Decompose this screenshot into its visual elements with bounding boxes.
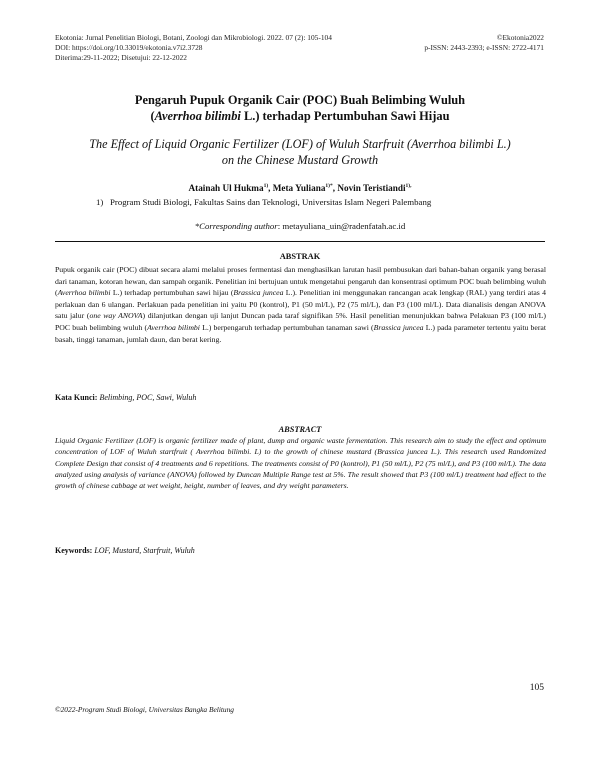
journal-header-right	[424, 33, 544, 53]
title-species: Averrhoa bilimbi	[154, 109, 241, 123]
corresponding-email[interactable]: : metayuliana_uin@radenfatah.ac.id	[277, 221, 406, 231]
keywords-label: Keywords:	[55, 546, 93, 555]
author-affil-mark: 1),	[405, 183, 412, 189]
kata-kunci	[55, 392, 196, 403]
keywords-value: LOF, Mustard, Starfruit, Wuluh	[92, 546, 195, 555]
corresponding-author	[60, 220, 540, 232]
affiliation-text: Program Studi Biologi, Fakultas Sains dan Teknologi, Universitas Islam Negeri Palembang	[110, 197, 432, 207]
kata-kunci-value: Belimbing, POC, Sawi, Wuluh	[97, 393, 197, 402]
kata-kunci-label: Kata Kunci:	[55, 393, 98, 402]
page-footer: ©2022-Program Studi Biologi, Universitas Bangka Belitung	[55, 705, 235, 714]
journal-header-left	[55, 33, 332, 63]
doi-link[interactable]: DOI: https://doi.org/10.33019/ekotonia.v7i2.3728	[55, 43, 203, 52]
author-name: Novin Teristiandi	[337, 183, 406, 193]
title-id-line1: Pengaruh Pupuk Organik Cair (POC) Buah Belimbing Wuluh	[134, 93, 466, 107]
abstrak-body: Pupuk organik cair (POC) dibuat secara alami melalui proses fermentasi dan menghasilkan larutan hasil pembusukan dari bahan-bahan organik yang berasal dari tanaman, kotoran hewan, dan sampah organik. Penelitian ini bertujuan untuk mengetahui pengaruh dan konsentrasi optimum POC buah belimbing wuluh (Averrhoa bilimbi L.) terhadap pertumbuhan sawi hijau (Brassica juncea L.). Penelitian ini menggunakan rancangan acak lengkap (RAL) yang terdiri atas 4 perlakuan dan 6 ulangan. Perlakuan pada penelitian ini yaitu P0 (kontrol), P1 (50 ml/L), P2 (75 ml/L), dan P3 (100 ml/L). Data dianalisis dengan ANOVA satu jalur (one way ANOVA) dilanjutkan dengan uji lanjut Duncan pada taraf signifikan 5%. Hasil penelitian menunjukkan bahwa Pelakuan P3 (100 ml/L) POC buah belimbing wuluh (Averrhoa bilimbi L.) berpengaruh terhadap pertumbuhan tanaman sawi (Brassica juncea L.) pada parameter tertentu yaitu berat basah, tinggi tanaman, jumlah daun, dan berat kering.	[55, 265, 546, 344]
page-number: 105	[529, 683, 544, 693]
author-affil-mark: 1)*	[325, 183, 333, 189]
submission-dates: Diterima:29-11-2022; Disetujui: 22-12-2022	[55, 53, 187, 62]
corresponding-label: *Corresponding author	[194, 221, 278, 231]
title-english	[60, 137, 540, 168]
title-en-line2: on the Chinese Mustard Growth	[221, 152, 379, 167]
journal-citation: Ekotonia: Jurnal Penelitian Biologi, Botani, Zoologi dan Mikrobiologi. 2022. 07 (2): 105-104	[55, 33, 332, 42]
issn-info: p-ISSN: 2443-2393; e-ISSN: 2722-4171	[424, 43, 544, 52]
title-indonesian	[60, 92, 540, 124]
title-en-line1: The Effect of Liquid Organic Fertilizer (LOF) of Wuluh Starfruit (Averrhoa bilimbi L.)	[89, 137, 511, 151]
abstract-heading: ABSTRACT	[278, 425, 322, 434]
affiliation-number: 1)	[96, 197, 104, 207]
title-id-line2: (Averrhoa bilimbi L.) terhadap Pertumbuhan Sawi Hijau	[150, 109, 450, 123]
author-name: Meta Yuliana	[272, 183, 326, 193]
affiliation	[96, 196, 431, 208]
title-id-rest: L.) terhadap Pertumbuhan Sawi Hijau	[243, 109, 450, 123]
abstract-body: Liquid Organic Fertilizer (LOF) is organic fertilizer made of plant, dump and organic waste fermentation. This research aim to study the effect and optimum concentration of LOF of Wuluh startfruit ( Averrhoa bilimbi. L) to the growth of chinese mustard (Brassica juncea L.). This research used Randomized Complete Design that consist of 4 treatments and 6 repetitions. The treatments consist of P0 (kontrol), P1 (50 ml/L), P2 (75 ml/L), and P3 (100 ml/L). The data analyzed using analysis of variance (ANOVA) followed by Duncan Multiple Range test at 5%. The result showed that P3 (100 ml/L) treatment had effect to the growth of chinese cabbage at wet weight, height, number of leaves, and dry weight parameters.	[55, 436, 546, 491]
divider-line	[55, 241, 545, 242]
abstrak-heading: ABSTRAK	[279, 252, 321, 261]
author-affil-mark: 1)	[263, 183, 269, 189]
keywords	[55, 545, 195, 556]
copyright-notice: ©Ekotonia2022	[496, 33, 544, 42]
author-name: Atainah Ul Hukma	[188, 183, 264, 193]
author-list: Atainah Ul Hukma$^{1)}$, Meta Yuliana$^{1)*}$, Novin Teristiandi$^{1),}$	[188, 183, 412, 193]
